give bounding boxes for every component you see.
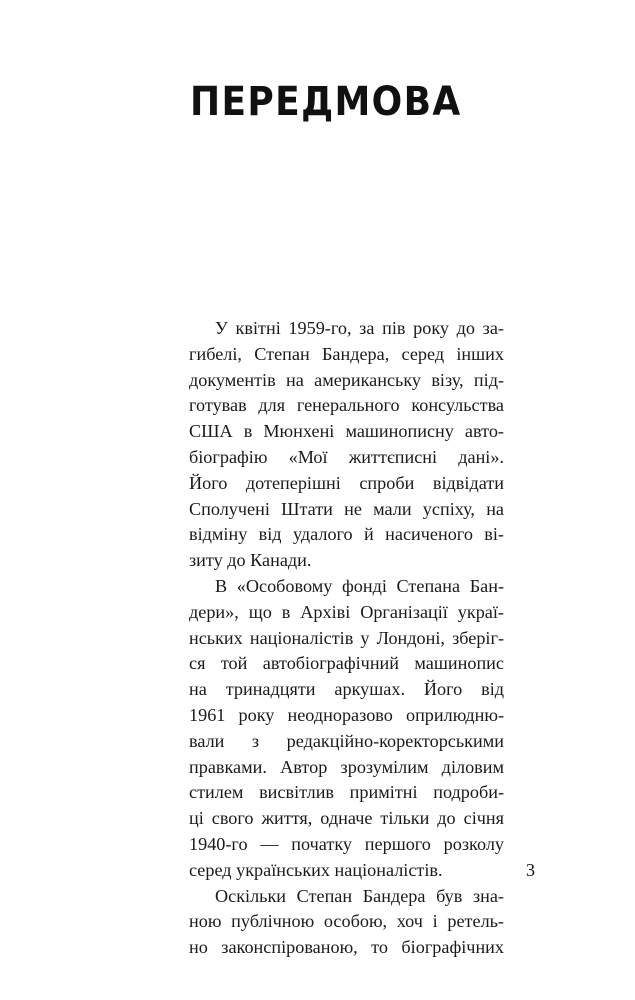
text-line: В «Особовому фонді Степана Бан- (215, 575, 504, 596)
text-line: Його дотеперішні спроби відвідати (189, 472, 504, 493)
text-line: стилем висвітлив примітні подроби- (189, 782, 504, 803)
text-line: США в Мюнхені машинописну авто- (189, 421, 504, 442)
text-line: ною публічною особою, хоч і ретель- (189, 911, 504, 932)
text-line: 1940-го — початку першого розколу (189, 833, 504, 854)
text-line: готував для генерального консульства (189, 395, 504, 416)
text-line: ці свого життя, одначе тільки до січня (189, 808, 504, 829)
page-title: ПЕРЕДМОВА (190, 79, 462, 125)
page-number: 3 (526, 860, 535, 880)
text-line: дери», що в Архіві Організації украї- (189, 601, 504, 622)
text-line: 1961 року неодноразово оприлюдню- (189, 704, 504, 725)
text-line: документів на американську візу, під- (189, 369, 504, 390)
text-line: Сполучені Штати не мали успіху, на (189, 498, 504, 519)
body-text (189, 316, 504, 961)
text-line: біографію «Мої життєписні дані». (189, 446, 504, 467)
text-line: вали з редакційно-коректорськими (189, 730, 504, 751)
text-line: Оскільки Степан Бандера був зна- (215, 885, 504, 906)
text-line: У квітні 1959-го, за пів року до за- (215, 318, 504, 338)
text-line: ся той автобіографічний машинопис (189, 653, 504, 674)
text-line: но законспірованою, то біографічних (189, 937, 504, 958)
text-line: серед українських націоналістів. (189, 859, 443, 880)
text-line: правками. Автор зрозумілим діловим (189, 756, 504, 777)
text-line: гибелі, Степан Бандера, серед інших (189, 343, 504, 364)
text-line: зиту до Канади. (189, 550, 312, 571)
text-line: відміну від удалого й насиченого ві- (189, 524, 504, 545)
text-line: на тринадцяти аркушах. Його від (189, 679, 504, 700)
text-line: нських націоналістів у Лондоні, зберіг- (189, 627, 504, 648)
